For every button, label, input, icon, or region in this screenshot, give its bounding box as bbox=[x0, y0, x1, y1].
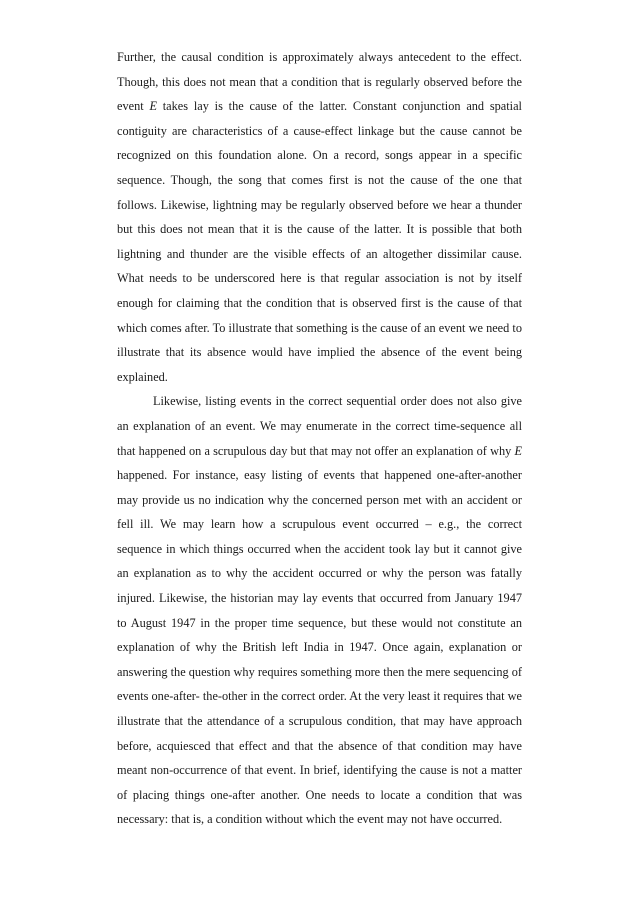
paragraph-1-text-b: takes lay is the cause of the latter. Constant conjunction and spatial contiguity are characteristics of a cause-effect linkage but the cause cannot be recognized on this foundation alone. On a record, songs appear in a specific sequence. Though, the song that comes first is not the cause of the one that follows. Likewise, lightning may be regularly observed before we hear a thunder but this does not mean that it is the cause of the latter. It is possible that both lightning and thunder are the visible effects of an altogether dissimilar cause. What needs to be underscored here is that regular association is not by itself enough for claiming that the condition that is observed first is the cause of that which comes after. To illustrate that something is the cause of an event we need to illustrate that its absence would have implied the absence of the event being explained. bbox=[117, 99, 522, 384]
body-text bbox=[117, 45, 522, 832]
event-variable-e: E bbox=[514, 443, 522, 458]
paragraph-1-text-a: Further, the causal condition is approximately always antecedent to the effect. Though, this does not mean that a condition that is regularly observed before the event bbox=[117, 50, 522, 114]
event-variable-e: E bbox=[149, 99, 157, 114]
paragraph-1 bbox=[117, 45, 522, 389]
paragraph-2 bbox=[117, 389, 522, 832]
paragraph-2-text-b: happened. For instance, easy listing of events that happened one-after-another may provide us no indication why the concerned person met with an accident or fell ill. We may learn how a scrupulous event occurred – e.g., the correct sequence in which things occurred when the accident took lay but it cannot give an explanation as to why the accident occurred or why the person was fatally injured. Likewise, the historian may lay events that occurred from January 1947 to August 1947 in the proper time sequence, but these would not constitute an explanation of why the British left India in 1947. Once again, explanation or answering the question why requires something more then the mere sequencing of events one-after- the-other in the correct order. At the very least it requires that we illustrate that the attendance of a scrupulous condition, that may have approach before, acquiesced that effect and that the absence of that condition may have meant non-occurrence of that event. In brief, identifying the cause is not a matter of placing things one-after another. One needs to locate a condition that was necessary: that is, a condition without which the event may not have occurred. bbox=[117, 468, 522, 827]
paragraph-2-text-a: Likewise, listing events in the correct sequential order does not also give an explanation of an event. We may enumerate in the correct time-sequence all that happened on a scrupulous day but that may not offer an explanation of why bbox=[117, 394, 522, 458]
